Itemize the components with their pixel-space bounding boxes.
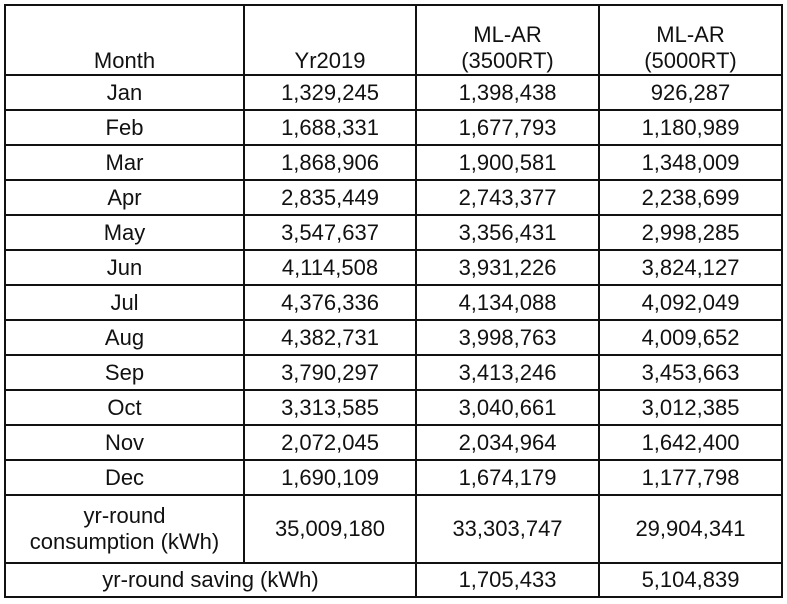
cell-month: Dec (5, 460, 244, 495)
cell-yr2019: 2,835,449 (244, 180, 416, 215)
cell-mlar-3500rt: 2,743,377 (416, 180, 599, 215)
table-row (5, 285, 782, 320)
cell-yr2019: 4,114,508 (244, 250, 416, 285)
header-yr2019: Yr2019 (244, 5, 416, 75)
saving-label: yr-round saving (kWh) (5, 563, 416, 597)
cell-month: Aug (5, 320, 244, 355)
cell-mlar-5000rt: 3,824,127 (599, 250, 782, 285)
saving-row (5, 563, 782, 597)
total-consumption-label-line2: consumption (kWh) (29, 529, 220, 554)
header-mlar-3500rt-line2: (3500RT) (461, 48, 554, 73)
table-row (5, 75, 782, 110)
cell-month: Jul (5, 285, 244, 320)
cell-mlar-3500rt: 3,040,661 (416, 390, 599, 425)
cell-mlar-5000rt: 1,348,009 (599, 145, 782, 180)
cell-month: Nov (5, 425, 244, 460)
table-row (5, 390, 782, 425)
table-row (5, 355, 782, 390)
table-row (5, 215, 782, 250)
cell-mlar-5000rt: 1,177,798 (599, 460, 782, 495)
cell-yr2019: 3,547,637 (244, 215, 416, 250)
cell-mlar-3500rt: 1,900,581 (416, 145, 599, 180)
cell-month: Oct (5, 390, 244, 425)
header-mlar-5000rt (599, 5, 782, 75)
cell-month: Jun (5, 250, 244, 285)
total-consumption-label-line1: yr-round (83, 503, 166, 528)
cell-mlar-3500rt: 1,677,793 (416, 110, 599, 145)
cell-mlar-5000rt: 2,998,285 (599, 215, 782, 250)
cell-yr2019: 1,688,331 (244, 110, 416, 145)
cell-mlar-3500rt: 3,413,246 (416, 355, 599, 390)
cell-month: Jan (5, 75, 244, 110)
cell-mlar-3500rt: 3,998,763 (416, 320, 599, 355)
header-month: Month (5, 5, 244, 75)
header-mlar-3500rt (416, 5, 599, 75)
total-yr2019: 35,009,180 (244, 495, 416, 563)
total-mlar-5000rt: 29,904,341 (599, 495, 782, 563)
cell-yr2019: 3,790,297 (244, 355, 416, 390)
cell-month: May (5, 215, 244, 250)
cell-mlar-5000rt: 2,238,699 (599, 180, 782, 215)
table-row (5, 110, 782, 145)
cell-mlar-5000rt: 4,009,652 (599, 320, 782, 355)
cell-mlar-5000rt: 1,180,989 (599, 110, 782, 145)
header-row (5, 5, 782, 75)
cell-yr2019: 4,382,731 (244, 320, 416, 355)
cell-yr2019: 1,329,245 (244, 75, 416, 110)
cell-yr2019: 4,376,336 (244, 285, 416, 320)
table-row (5, 145, 782, 180)
saving-mlar-3500rt: 1,705,433 (416, 563, 599, 597)
header-mlar-3500rt-line1: ML-AR (473, 22, 542, 47)
cell-month: Sep (5, 355, 244, 390)
cell-mlar-3500rt: 3,931,226 (416, 250, 599, 285)
header-mlar-5000rt-line1: ML-AR (656, 22, 725, 47)
table-row (5, 460, 782, 495)
cell-yr2019: 3,313,585 (244, 390, 416, 425)
cell-month: Feb (5, 110, 244, 145)
table-row (5, 180, 782, 215)
cell-mlar-5000rt: 3,453,663 (599, 355, 782, 390)
cell-month: Apr (5, 180, 244, 215)
energy-consumption-table (4, 4, 783, 598)
cell-mlar-5000rt: 926,287 (599, 75, 782, 110)
cell-yr2019: 1,690,109 (244, 460, 416, 495)
cell-mlar-3500rt: 1,674,179 (416, 460, 599, 495)
cell-mlar-5000rt: 1,642,400 (599, 425, 782, 460)
cell-mlar-3500rt: 2,034,964 (416, 425, 599, 460)
table-row (5, 320, 782, 355)
cell-mlar-3500rt: 4,134,088 (416, 285, 599, 320)
header-mlar-5000rt-line2: (5000RT) (644, 48, 737, 73)
total-consumption-label (5, 495, 244, 563)
cell-yr2019: 1,868,906 (244, 145, 416, 180)
cell-month: Mar (5, 145, 244, 180)
total-mlar-3500rt: 33,303,747 (416, 495, 599, 563)
cell-mlar-5000rt: 4,092,049 (599, 285, 782, 320)
table-row (5, 425, 782, 460)
cell-mlar-3500rt: 1,398,438 (416, 75, 599, 110)
saving-mlar-5000rt: 5,104,839 (599, 563, 782, 597)
cell-mlar-3500rt: 3,356,431 (416, 215, 599, 250)
cell-mlar-5000rt: 3,012,385 (599, 390, 782, 425)
cell-yr2019: 2,072,045 (244, 425, 416, 460)
table-row (5, 250, 782, 285)
total-consumption-row (5, 495, 782, 563)
